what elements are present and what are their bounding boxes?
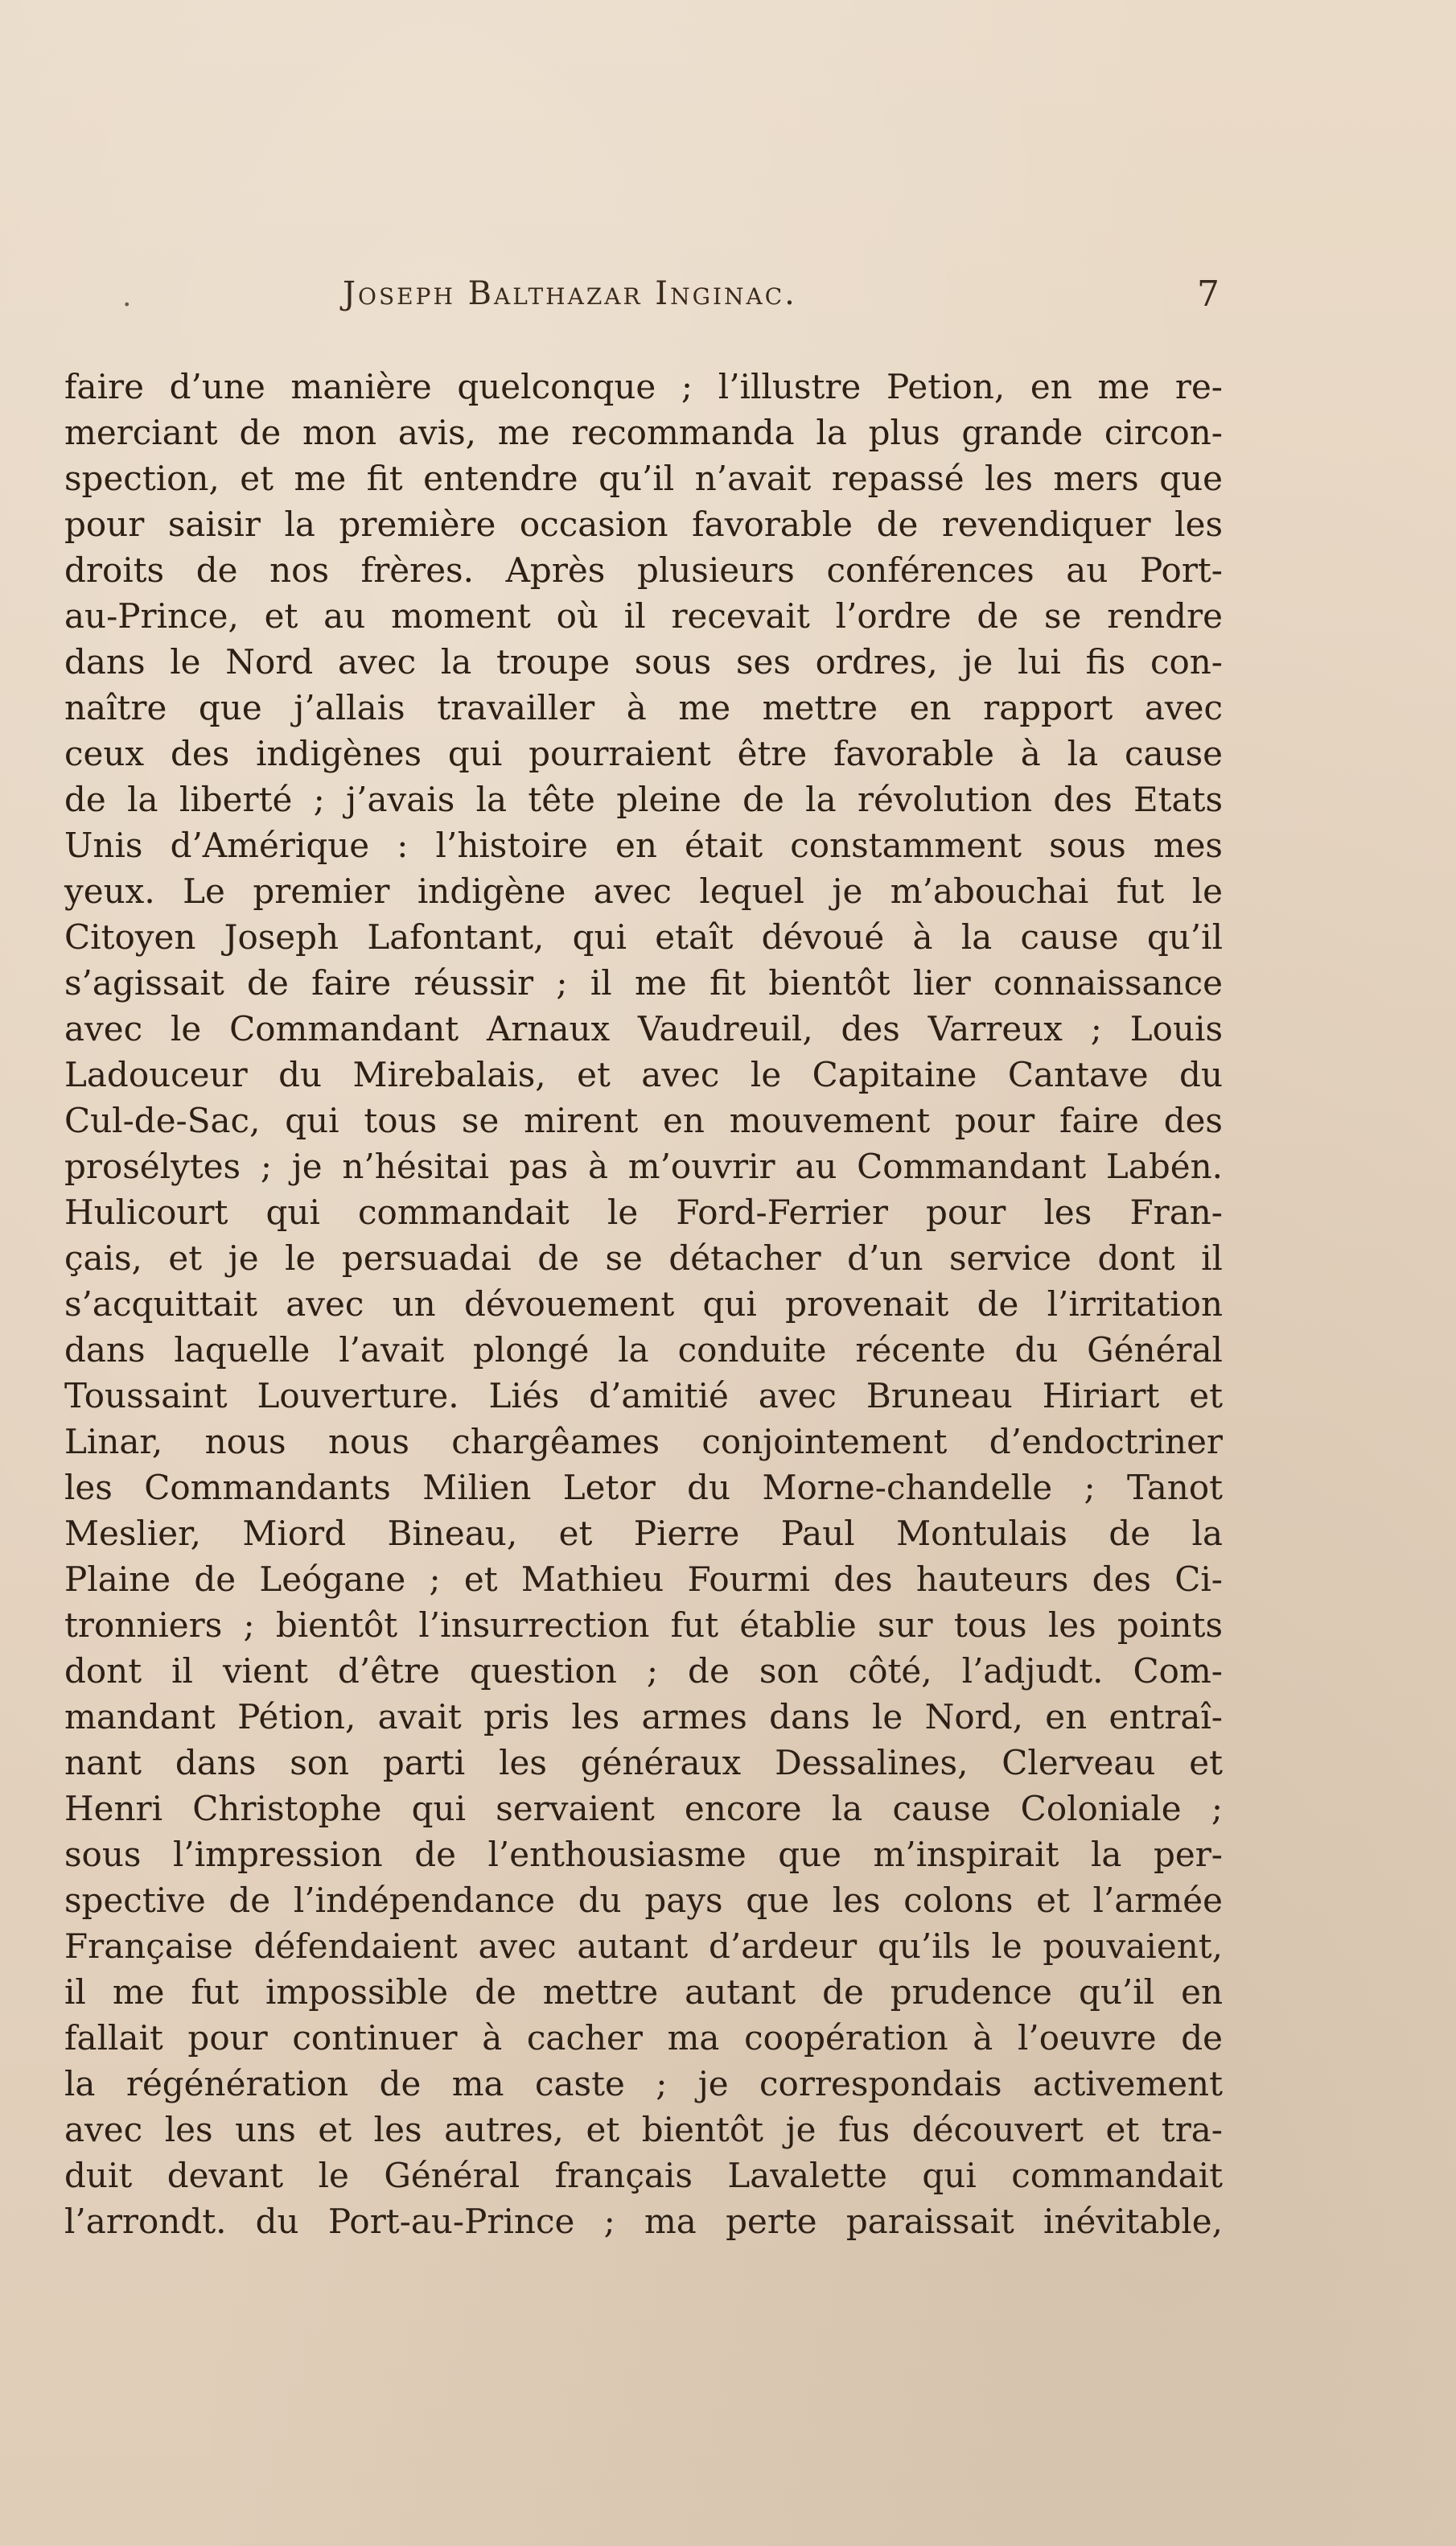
text-line: au-Prince, et au moment où il recevait l’ordre de se rendre (64, 596, 1223, 636)
text-line: dont il vient d’être question ; de son côté, l’adjudt. Com- (64, 1651, 1223, 1691)
text-line: s’agissait de faire réussir ; il me fit bientôt lier connaissance (64, 963, 1223, 1003)
text-line: dans le Nord avec la troupe sous ses ordres, je lui fis con- (64, 642, 1223, 682)
text-line: Meslier, Miord Bineau, et Pierre Paul Montulais de la (64, 1514, 1223, 1553)
text-line: çais, et je le persuadai de se détacher d’un service dont il (64, 1238, 1223, 1278)
text-line: Unis d’Amérique : l’histoire en était constamment sous mes (64, 826, 1223, 865)
header-mark: . (122, 280, 132, 313)
text-line: l’arrondt. du Port-au-Prince ; ma perte paraissait inévitable, (64, 2202, 1223, 2241)
text-line: merciant de mon avis, me recommanda la plus grande circon- (64, 413, 1223, 452)
text-line: nant dans son parti les généraux Dessalines, Clerveau et (64, 1743, 1223, 1782)
text-line: il me fut impossible de mettre autant de prudence qu’il en (64, 1972, 1223, 2012)
text-line: avec le Commandant Arnaux Vaudreuil, des Varreux ; Louis (64, 1009, 1223, 1048)
text-line: yeux. Le premier indigène avec lequel je m’abouchai fut le (64, 871, 1223, 911)
text-line: ceux des indigènes qui pourraient être favorable à la cause (64, 734, 1223, 773)
text-line: Cul-de-Sac, qui tous se mirent en mouvement pour faire des (64, 1101, 1223, 1140)
body-text (64, 364, 1223, 2244)
text-line: spective de l’indépendance du pays que les colons et l’armée (64, 1881, 1223, 1920)
text-line: naître que j’allais travailler à me mettre en rapport avec (64, 688, 1223, 727)
text-line: Linar, nous nous chargêames conjointement d’endoctriner (64, 1422, 1223, 1461)
text-line: s’acquittait avec un dévouement qui provenait de l’irritation (64, 1284, 1223, 1324)
text-line: dans laquelle l’avait plongé la conduite récente du Général (64, 1330, 1223, 1370)
text-line: Ladouceur du Mirebalais, et avec le Capitaine Cantave du (64, 1055, 1223, 1094)
text-line: sous l’impression de l’enthousiasme que m’inspirait la per- (64, 1835, 1223, 1874)
text-line: la régénération de ma caste ; je correspondais activement (64, 2064, 1223, 2103)
text-line: Française défendaient avec autant d’ardeur qu’ils le pouvaient, (64, 1926, 1223, 1966)
text-line: Hulicourt qui commandait le Ford-Ferrier pour les Fran- (64, 1193, 1223, 1232)
text-line: les Commandants Milien Letor du Morne-chandelle ; Tanot (64, 1468, 1223, 1507)
text-line: tronniers ; bientôt l’insurrection fut établie sur tous les points (64, 1605, 1223, 1645)
text-line: Citoyen Joseph Lafontant, qui etaît dévoué à la cause qu’il (64, 917, 1223, 957)
text-line: Toussaint Louverture. Liés d’amitié avec Bruneau Hiriart et (64, 1376, 1223, 1415)
text-line: duit devant le Général français Lavalette qui commandait (64, 2156, 1223, 2195)
text-line: de la liberté ; j’avais la tête pleine de la révolution des Etats (64, 780, 1223, 819)
text-line: spection, et me fit entendre qu’il n’avait repassé les mers que (64, 459, 1223, 498)
text-line: prosélytes ; je n’hésitai pas à m’ouvrir au Commandant Labén. (64, 1147, 1223, 1186)
page-number: 7 (1197, 274, 1220, 315)
text-line: mandant Pétion, avait pris les armes dans le Nord, en entraî- (64, 1697, 1223, 1736)
text-line: avec les uns et les autres, et bientôt je fus découvert et tra- (64, 2110, 1223, 2149)
page-header (69, 274, 1220, 322)
text-line: faire d’une manière quelconque ; l’illustre Petion, en me re- (64, 367, 1223, 406)
running-head: Joseph Balthazar Inginac. (343, 275, 797, 312)
text-line: pour saisir la première occasion favorable de revendiquer les (64, 505, 1223, 544)
text-line: droits de nos frères. Après plusieurs conférences au Port- (64, 550, 1223, 590)
text-line: Plaine de Leógane ; et Mathieu Fourmi des hauteurs des Ci- (64, 1559, 1223, 1599)
text-line: fallait pour continuer à cacher ma coopération à l’oeuvre de (64, 2018, 1223, 2058)
text-line: Henri Christophe qui servaient encore la cause Coloniale ; (64, 1789, 1223, 1828)
